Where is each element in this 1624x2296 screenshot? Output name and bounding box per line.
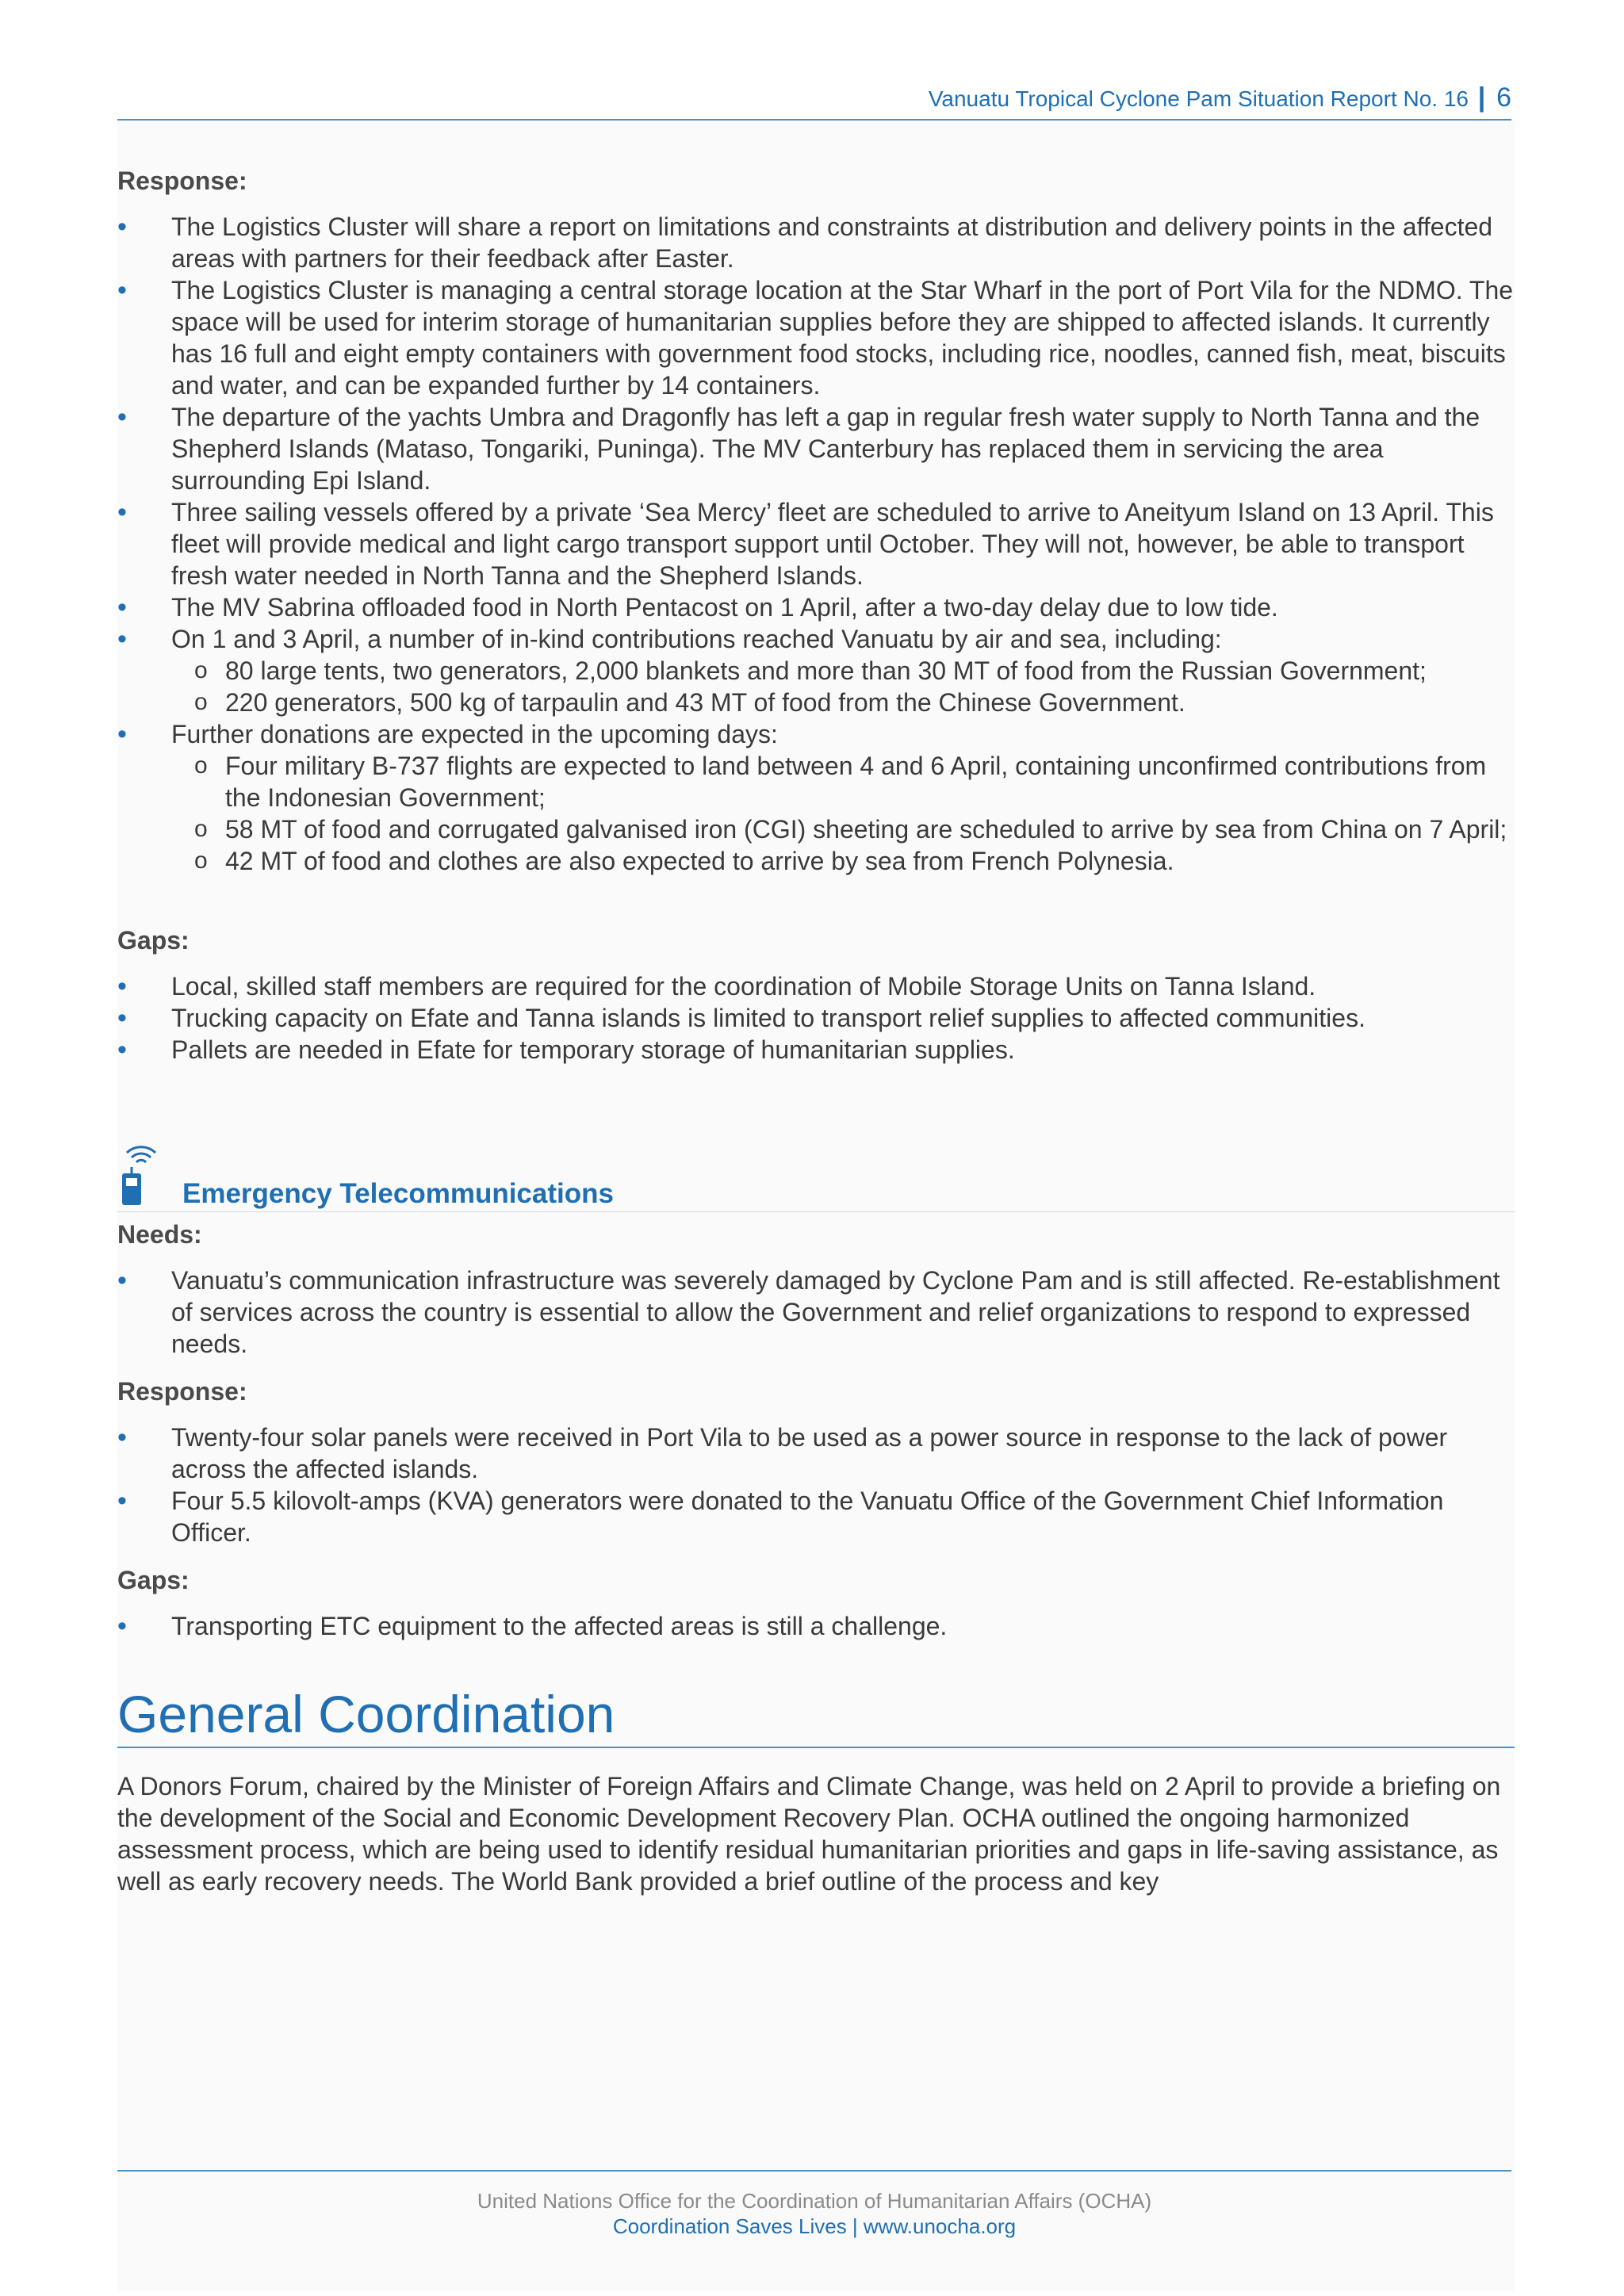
etc-gaps-list: [117, 1610, 1515, 1642]
header-separator: |: [1477, 82, 1486, 113]
etc-section-header: [117, 1129, 1515, 1212]
section-title: General Coordination: [117, 1685, 615, 1743]
logistics-response-label: Response:: [117, 166, 247, 195]
donations-sublist: [171, 750, 1515, 877]
sub-list-item: [171, 813, 1515, 845]
etc-needs-list: [117, 1265, 1515, 1360]
footer-tagline: Coordination Saves Lives | www.unocha.org: [612, 2214, 1017, 2238]
footer-divider: [117, 2170, 1511, 2172]
sub-list-text: 42 MT of food and clothes are also expected to arrive by sea from French Polynesia.: [225, 847, 1174, 875]
sub-list-text: 58 MT of food and corrugated galvanised iron (CGI) sheeting are scheduled to arrive by sea from China on 7 April;: [225, 815, 1507, 844]
general-coordination-paragraph: A Donors Forum, chaired by the Minister of Foreign Affairs and Climate Change, was held on 2 April to provide a briefing on the development of the Social and Economic Development Recovery Plan. OCHA outlined the ongoing harmonized assessment process, which are being used to identify residual humanitarian priorities and gaps in life-saving assistance, as well as early recovery needs. The World Bank provided a brief outline of the process and key: [117, 1772, 1501, 1896]
sub-list-item: [171, 845, 1515, 877]
list-item: • Three sailing vessels offered by a private ‘Sea Mercy’ fleet are scheduled to arrive to Aneityum Island on 13 April. This fleet will provide medical and light cargo transport support until October. They will not, however, be able to transport fresh water needed in North Tanna and the Shepherd Islands.: [117, 496, 1515, 591]
page-header: [117, 76, 1511, 121]
list-item: • The MV Sabrina offloaded food in North Pentacost on 1 April, after a two-day delay due to low tide.: [117, 591, 1515, 623]
sub-list-item: [171, 687, 1515, 718]
list-item: • Vanuatu’s communication infrastructure was severely damaged by Cyclone Pam and is still affected. Re-establishment of services across the country is essential to allow the Government and relief organizations to respond to expressed needs.: [117, 1265, 1515, 1360]
sub-bullet-marker: o: [194, 657, 208, 683]
main-content: [117, 165, 1515, 1923]
sub-bullet-marker: o: [194, 752, 208, 779]
etc-gaps-label: Gaps:: [117, 1566, 190, 1594]
etc-response-label: Response:: [117, 1377, 247, 1406]
etc-response-list: [117, 1422, 1515, 1548]
sub-bullet-marker: o: [194, 689, 208, 715]
donations-intro: Further donations are expected in the upcoming days:: [171, 720, 778, 748]
list-item: • Four 5.5 kilovolt-amps (KVA) generators were donated to the Vanuatu Office of the Government Chief Information Officer.: [117, 1485, 1515, 1548]
general-coordination-heading: [117, 1685, 1515, 1748]
logistics-gaps-label: Gaps:: [117, 926, 190, 955]
sub-list-text: Four military B-737 flights are expected to land between 4 and 6 April, containing unconfirmed contributions from the Indonesian Government;: [225, 752, 1487, 812]
header-text: [929, 82, 1511, 113]
list-item-donations: [117, 718, 1515, 877]
etc-needs-label: Needs:: [117, 1220, 202, 1249]
sub-list-text: 80 large tents, two generators, 2,000 blankets and more than 30 MT of food from the Russian Government;: [225, 656, 1427, 685]
list-item-contributions: [117, 623, 1515, 718]
list-item: • Pallets are needed in Efate for temporary storage of humanitarian supplies.: [117, 1034, 1515, 1066]
report-title: Vanuatu Tropical Cyclone Pam Situation Report No. 16: [928, 86, 1469, 111]
page-number: 6: [1496, 82, 1511, 113]
list-item: • Trucking capacity on Efate and Tanna islands is limited to transport relief supplies to affected communities.: [117, 1002, 1515, 1034]
footer-organization: United Nations Office for the Coordination of Humanitarian Affairs (OCHA): [477, 2189, 1152, 2213]
list-item: • The Logistics Cluster will share a report on limitations and constraints at distribution and delivery points in the affected areas with partners for their feedback after Easter.: [117, 211, 1515, 274]
list-item: • Local, skilled staff members are required for the coordination of Mobile Storage Units on Tanna Island.: [117, 970, 1515, 1002]
contributions-intro: On 1 and 3 April, a number of in-kind contributions reached Vanuatu by air and sea, including:: [171, 625, 1222, 653]
telecom-antenna-icon: [117, 1129, 165, 1208]
list-item: • Twenty-four solar panels were received in Port Vila to be used as a power source in response to the lack of power across the affected islands.: [117, 1422, 1515, 1485]
sub-list-item: [171, 750, 1515, 813]
contributions-sublist: [171, 655, 1515, 718]
sub-bullet-marker: o: [194, 816, 208, 842]
etc-section-title: Emergency Telecommunications: [182, 1178, 614, 1209]
page-footer: [117, 2188, 1511, 2239]
list-item: • The Logistics Cluster is managing a central storage location at the Star Wharf in the port of Port Vila for the NDMO. The space will be used for interim storage of humanitarian supplies before they are shipped to affected islands. It currently has 16 full and eight empty containers with government food stocks, including rice, noodles, canned fish, meat, biscuits and water, and can be expanded further by 14 containers.: [117, 274, 1515, 401]
sub-list-text: 220 generators, 500 kg of tarpaulin and 43 MT of food from the Chinese Government.: [225, 688, 1185, 717]
list-item: • The departure of the yachts Umbra and Dragonfly has left a gap in regular fresh water supply to North Tanna and the Shepherd Islands (Mataso, Tongariki, Puninga). The MV Canterbury has replaced them in servicing the area surrounding Epi Island.: [117, 401, 1515, 496]
logistics-response-list: [117, 211, 1515, 877]
sub-list-item: [171, 655, 1515, 687]
logistics-gaps-list: [117, 970, 1515, 1066]
sub-bullet-marker: o: [194, 848, 208, 874]
list-item: • Transporting ETC equipment to the affected areas is still a challenge.: [117, 1610, 1515, 1642]
